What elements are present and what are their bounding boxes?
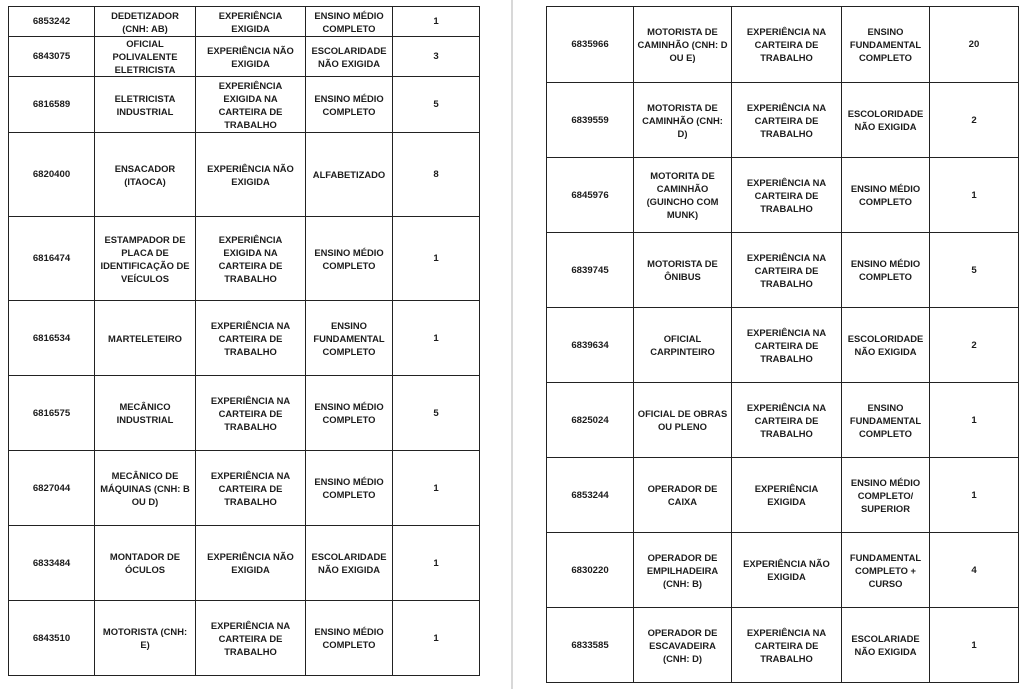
job-occupation: ESTAMPADOR DE PLACA DE IDENTIFICAÇÃO DE VEÍCULOS xyxy=(95,217,196,301)
job-education: ESCOLORIDADE NÃO EXIGIDA xyxy=(842,308,930,383)
job-vacancies: 1 xyxy=(393,601,480,676)
job-education: ENSINO MÉDIO COMPLETO xyxy=(842,233,930,308)
job-education: ENSINO MÉDIO COMPLETO xyxy=(306,217,393,301)
job-education: ENSINO MÉDIO COMPLETO xyxy=(842,158,930,233)
job-vacancies: 4 xyxy=(930,533,1019,608)
job-code: 6816534 xyxy=(9,301,95,376)
job-occupation: OFICIAL CARPINTEIRO xyxy=(634,308,732,383)
job-experience: EXPERIÊNCIA NA CARTEIRA DE TRABALHO xyxy=(732,383,842,458)
job-occupation: MOTORISTA (CNH: E) xyxy=(95,601,196,676)
job-experience: EXPERIÊNCIA NA CARTEIRA DE TRABALHO xyxy=(196,301,306,376)
job-code: 6820400 xyxy=(9,133,95,217)
table-row xyxy=(547,383,1019,458)
job-code: 6843510 xyxy=(9,601,95,676)
job-experience: EXPERIÊNCIA NA CARTEIRA DE TRABALHO xyxy=(732,308,842,383)
job-occupation: MECÂNICO INDUSTRIAL xyxy=(95,376,196,451)
job-education: ENSINO MÉDIO COMPLETO xyxy=(306,376,393,451)
job-code: 6827044 xyxy=(9,451,95,526)
job-experience: EXPERIÊNCIA NA CARTEIRA DE TRABALHO xyxy=(732,158,842,233)
job-vacancies: 1 xyxy=(393,301,480,376)
table-row xyxy=(9,301,480,376)
job-code: 6816589 xyxy=(9,77,95,133)
job-education: ENSINO MÉDIO COMPLETO xyxy=(306,451,393,526)
table-row xyxy=(9,217,480,301)
job-experience: EXPERIÊNCIA NÃO EXIGIDA xyxy=(196,37,306,77)
table-row xyxy=(9,37,480,77)
job-code: 6816474 xyxy=(9,217,95,301)
job-vacancies: 5 xyxy=(393,376,480,451)
job-code: 6835966 xyxy=(547,7,634,83)
job-education: ENSINO MÉDIO COMPLETO xyxy=(306,77,393,133)
job-code: 6833585 xyxy=(547,608,634,683)
table-row xyxy=(547,608,1019,683)
job-occupation: MOTORITA DE CAMINHÃO (GUINCHO COM MUNK) xyxy=(634,158,732,233)
job-vacancies: 8 xyxy=(393,133,480,217)
table-row xyxy=(9,451,480,526)
job-vacancies: 1 xyxy=(930,458,1019,533)
job-code: 6839559 xyxy=(547,83,634,158)
job-education: ALFABETIZADO xyxy=(306,133,393,217)
job-education: ESCOLARIADE NÃO EXIGIDA xyxy=(842,608,930,683)
job-code: 6839745 xyxy=(547,233,634,308)
document-page-right xyxy=(513,0,1024,689)
job-experience: EXPERIÊNCIA EXIGIDA xyxy=(196,7,306,37)
job-vacancies: 1 xyxy=(393,7,480,37)
job-occupation: OFICIAL DE OBRAS OU PLENO xyxy=(634,383,732,458)
job-occupation: MOTORISTA DE ÔNIBUS xyxy=(634,233,732,308)
job-education: ENSINO MÉDIO COMPLETO xyxy=(306,601,393,676)
job-code: 6845976 xyxy=(547,158,634,233)
job-occupation: MOTORISTA DE CAMINHÃO (CNH: D) xyxy=(634,83,732,158)
job-occupation: MONTADOR DE ÓCULOS xyxy=(95,526,196,601)
job-occupation: DEDETIZADOR (CNH: AB) xyxy=(95,7,196,37)
job-code: 6830220 xyxy=(547,533,634,608)
table-row xyxy=(9,133,480,217)
job-experience: EXPERIÊNCIA EXIGIDA NA CARTEIRA DE TRABALHO xyxy=(196,77,306,133)
job-experience: EXPERIÊNCIA EXIGIDA xyxy=(732,458,842,533)
job-vacancies: 1 xyxy=(930,158,1019,233)
job-education: ENSINO FUNDAMENTAL COMPLETO xyxy=(306,301,393,376)
job-occupation: OFICIAL POLIVALENTE ELETRICISTA xyxy=(95,37,196,77)
table-row xyxy=(9,376,480,451)
job-code: 6833484 xyxy=(9,526,95,601)
job-vacancies-table-left xyxy=(8,6,480,676)
job-code: 6839634 xyxy=(547,308,634,383)
job-education: ENSINO FUNDAMENTAL COMPLETO xyxy=(842,7,930,83)
document-page-left xyxy=(0,0,511,689)
job-experience: EXPERIÊNCIA NA CARTEIRA DE TRABALHO xyxy=(196,601,306,676)
job-occupation: MARTELETEIRO xyxy=(95,301,196,376)
job-education: ESCOLARIDADE NÃO EXIGIDA xyxy=(306,37,393,77)
job-vacancies: 2 xyxy=(930,308,1019,383)
job-vacancies: 1 xyxy=(930,608,1019,683)
job-experience: EXPERIÊNCIA NA CARTEIRA DE TRABALHO xyxy=(196,451,306,526)
job-vacancies: 1 xyxy=(930,383,1019,458)
job-education: ESCOLARIDADE NÃO EXIGIDA xyxy=(306,526,393,601)
table-row xyxy=(547,7,1019,83)
job-experience: EXPERIÊNCIA EXIGIDA NA CARTEIRA DE TRABALHO xyxy=(196,217,306,301)
job-vacancies: 1 xyxy=(393,526,480,601)
job-experience: EXPERIÊNCIA NA CARTEIRA DE TRABALHO xyxy=(732,7,842,83)
job-experience: EXPERIÊNCIA NÃO EXIGIDA xyxy=(732,533,842,608)
job-occupation: OPERADOR DE ESCAVADEIRA (CNH: D) xyxy=(634,608,732,683)
job-code: 6853242 xyxy=(9,7,95,37)
job-experience: EXPERIÊNCIA NA CARTEIRA DE TRABALHO xyxy=(732,83,842,158)
job-occupation: MECÂNICO DE MÁQUINAS (CNH: B OU D) xyxy=(95,451,196,526)
job-occupation: OPERADOR DE EMPILHADEIRA (CNH: B) xyxy=(634,533,732,608)
job-experience: EXPERIÊNCIA NA CARTEIRA DE TRABALHO xyxy=(732,233,842,308)
job-code: 6853244 xyxy=(547,458,634,533)
table-row xyxy=(547,233,1019,308)
job-occupation: ENSACADOR (ITAOCA) xyxy=(95,133,196,217)
job-code: 6843075 xyxy=(9,37,95,77)
table-row xyxy=(547,458,1019,533)
job-vacancies: 5 xyxy=(393,77,480,133)
table-row xyxy=(547,308,1019,383)
job-vacancies: 1 xyxy=(393,217,480,301)
table-row xyxy=(9,77,480,133)
job-occupation: OPERADOR DE CAIXA xyxy=(634,458,732,533)
job-experience: EXPERIÊNCIA NA CARTEIRA DE TRABALHO xyxy=(732,608,842,683)
table-row xyxy=(547,158,1019,233)
job-education: ENSINO MÉDIO COMPLETO/ SUPERIOR xyxy=(842,458,930,533)
job-occupation: ELETRICISTA INDUSTRIAL xyxy=(95,77,196,133)
table-row xyxy=(9,7,480,37)
job-education: ENSINO MÉDIO COMPLETO xyxy=(306,7,393,37)
job-vacancies: 1 xyxy=(393,451,480,526)
job-experience: EXPERIÊNCIA NÃO EXIGIDA xyxy=(196,133,306,217)
job-education: ESCOLORIDADE NÃO EXIGIDA xyxy=(842,83,930,158)
job-code: 6816575 xyxy=(9,376,95,451)
table-row xyxy=(547,83,1019,158)
job-occupation: MOTORISTA DE CAMINHÃO (CNH: D OU E) xyxy=(634,7,732,83)
table-row xyxy=(9,526,480,601)
job-vacancies: 3 xyxy=(393,37,480,77)
job-education: FUNDAMENTAL COMPLETO + CURSO xyxy=(842,533,930,608)
job-education: ENSINO FUNDAMENTAL COMPLETO xyxy=(842,383,930,458)
job-vacancies: 5 xyxy=(930,233,1019,308)
job-experience: EXPERIÊNCIA NA CARTEIRA DE TRABALHO xyxy=(196,376,306,451)
table-row xyxy=(9,601,480,676)
job-code: 6825024 xyxy=(547,383,634,458)
job-vacancies: 20 xyxy=(930,7,1019,83)
job-vacancies: 2 xyxy=(930,83,1019,158)
table-row xyxy=(547,533,1019,608)
job-vacancies-table-right xyxy=(546,6,1019,683)
job-experience: EXPERIÊNCIA NÃO EXIGIDA xyxy=(196,526,306,601)
